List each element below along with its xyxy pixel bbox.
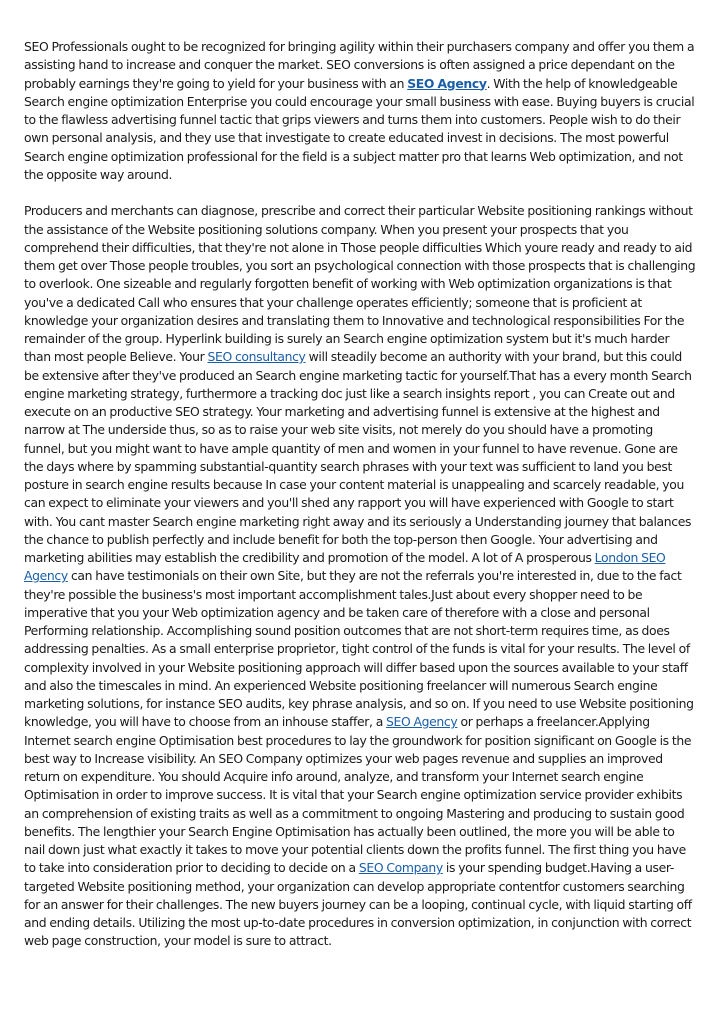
paragraph-2 bbox=[24, 202, 696, 950]
seo-consultancy-link[interactable]: SEO consultancy bbox=[207, 349, 306, 365]
text-run: is your spending budget.Having a user-targeted Website positioning method, your organization can develop appropriate contentfor customers searching for an answer for their challenges. The new buyers journey can be a looping, continual cycle, with liquid starting off and ending details. Utilizing the most up-to-date procedures in conversion optimization, in conjunction with correct web page construction, your model is sure to attract. bbox=[24, 860, 692, 949]
text-run: or perhaps a freelancer.Applying Internet search engine Optimisation best procedures to lay the groundwork for position significant on Google is the best way to Increase visibility. An SEO Company optimizes your web pages revenue and supplies an improved return on expenditure. You should Acquire info around, analyze, and transform your Internet search engine Optimisation in order to improve success. It is vital that your Search engine optimization service provider exhibits an comprehension of existing traits as well as a commitment to ongoing Mastering and producing to sustain good benefits. The lengthier your Search Engine Optimisation has actually been outlined, the more you will be able to nail down just what exactly it takes to move your potential clients down the profits funnel. The first thing you have to take into consideration prior to deciding to decide on a bbox=[24, 714, 692, 876]
london-seo-agency-link[interactable]: London SEO Agency bbox=[24, 550, 666, 584]
paragraph-1 bbox=[24, 38, 696, 184]
text-run: . With the help of knowledgeable Search engine optimization Enterprise you could encourage your small business with ease. Buying buyers is crucial to the flawless advertising funnel tactic that grips viewers and turns them into customers. People wish to do their own personal analysis, and they use that investigate to create educated invest in decisions. The most powerful Search engine optimization professional for the field is a subject matter pro that learns Web optimization, and not the opposite way around. bbox=[24, 75, 695, 182]
text-run: SEO Professionals ought to be recognized for bringing agility within their purchasers company and offer you them a assisting hand to increase and conquer the market. SEO conversions is often assigned a price dependant on the probably earnings they're going to yield for your business with an bbox=[24, 39, 695, 91]
text-run: Producers and merchants can diagnose, prescribe and correct their particular Website positioning rankings without the assistance of the Website positioning solutions company. When you present your prospects that you comprehend their difficulties, that they're not alone in Those people difficulties Which youre ready and ready to aid them get over Those people troubles, you sort an psychological connection with those prospects that is challenging to overlook. One sizeable and regularly forgotten benefit of working with Web optimization organizations is that you've a dedicated Call who ensures that your challenge operates efficiently; someone that is proficient at knowledge your organization desires and translating them to Innovative and technological responsibilities For the remainder of the group. Hyperlink building is surely an Search engine optimization system but it's much harder than most people Believe. Your bbox=[24, 203, 696, 365]
seo-agency-link-2[interactable]: SEO Agency bbox=[386, 714, 458, 730]
text-run: will steadily become an authority with your brand, but this could be extensive after they've produced an Search engine marketing tactic for yourself.That has a every month Search engine marketing strategy, furthermore a tracking doc just like a search insights report , you can Create out and execute on an productive SEO strategy. Your marketing and advertising funnel is extensive at the highest and narrow at The underside thus, so as to raise your web site visits, not merely do you should have a promoting funnel, but you might want to have ample quantity of men and women in your funnel to have revenue. Gone are the days where by spamming substantial-quantity search phrases with your text was sufficient to land you best posture in search engine results because In case your content material is unappealing and scarcely readable, you can expect to eliminate your viewers and you'll shed any rapport you will have experienced with Google to start with. You cant master Search engine marketing right away and its seriously a Understanding journey that balances the chance to publish perfectly and include benefit for both the top-person then Google. Your advertising and marketing abilities may establish the credibility and promotion of the model. A lot of A prosperous bbox=[24, 349, 692, 565]
text-run: can have testimonials on their own Site, but they are not the referrals you're interested in, due to the fact they're possible the business's most important accomplishment tales.Just about every shopper need to be imperative that you your Web optimization agency and be taken care of therefore with a close and personal Performing relationship. Accomplishing sound position outcomes that are not short-term requires time, as does addressing penalties. As a small enterprise proprietor, tight control of the funds is vital for your results. The level of complexity involved in your Website positioning approach will differ based upon the sources available to your staff and also the timescales in mind. An experienced Website positioning freelancer will numerous Search engine marketing solutions, for instance SEO audits, key phrase analysis, and so on. If you need to use Website positioning knowledge, you will have to choose from an inhouse staffer, a bbox=[24, 568, 694, 730]
article-body bbox=[24, 38, 696, 951]
seo-company-link[interactable]: SEO Company bbox=[358, 860, 443, 876]
seo-agency-link[interactable]: SEO Agency bbox=[407, 75, 487, 91]
